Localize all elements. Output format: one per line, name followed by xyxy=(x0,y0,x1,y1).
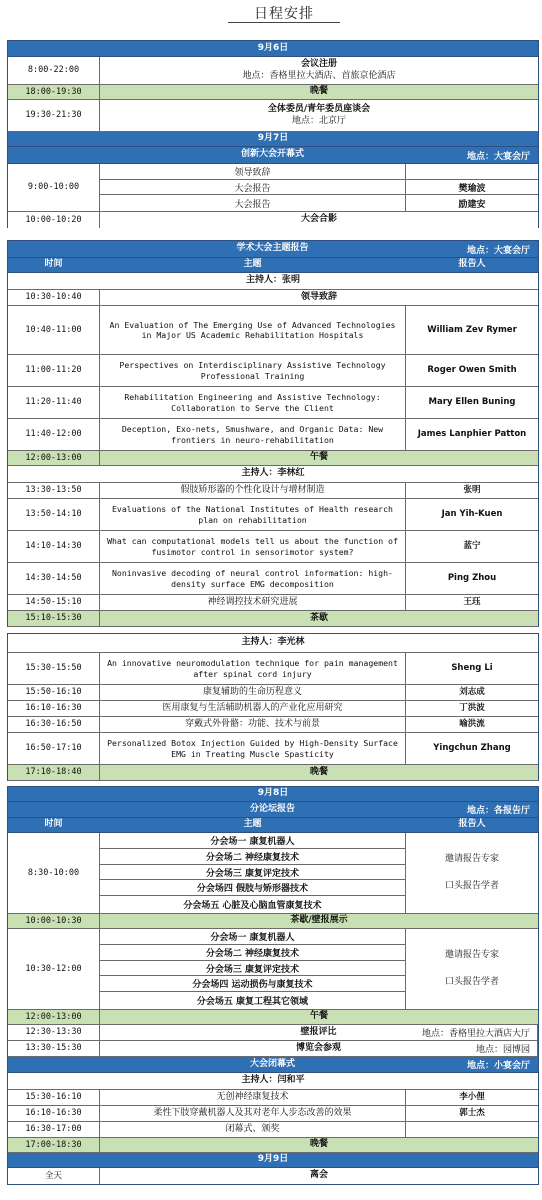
time-cell: 10:30-10:40 xyxy=(8,290,100,305)
host-row xyxy=(8,273,538,290)
talk-speaker: 蓝宁 xyxy=(463,541,481,552)
talk-speaker: 郭士杰 xyxy=(459,1108,485,1119)
talk-row xyxy=(8,531,538,563)
talk-row xyxy=(8,387,538,419)
talk-row xyxy=(8,595,538,611)
time-cell: 18:00-19:30 xyxy=(8,85,100,99)
talk-topic: 穿戴式外骨骼：功能、技术与前景 xyxy=(100,717,406,732)
header-speaker: 报告人 xyxy=(458,259,486,270)
talk-speaker: 刘志成 xyxy=(459,687,485,698)
talk-speaker: 李小俚 xyxy=(459,1092,485,1103)
talk-topic: 康复辅助的生命历程意义 xyxy=(100,685,406,700)
date-label: 9月7日 xyxy=(257,133,289,144)
schedule-section-plenary xyxy=(7,240,539,627)
forum-item: 分会场二 神经康复技术 xyxy=(100,945,405,961)
header-time: 时间 xyxy=(8,258,100,272)
forum-item: 分会场一 康复机器人 xyxy=(100,833,405,849)
time-cell: 9:00-10:00 xyxy=(8,164,100,211)
item-topic: 大会报告 xyxy=(100,195,406,211)
time-cell: 17:00-18:30 xyxy=(8,1138,100,1152)
forum-speakers xyxy=(406,929,538,1009)
time-cell: 13:30-13:50 xyxy=(8,483,100,498)
time-cell: 11:00-11:20 xyxy=(8,355,100,386)
schedule-section-sep8-sep9 xyxy=(7,786,539,1185)
talk-topic: Perspectives on Interdisciplinary Assistive Technology Professional Training xyxy=(100,355,406,386)
meal-row xyxy=(8,451,538,466)
session-location: 地点：大宴会厅 xyxy=(466,245,530,256)
date-header-sep7 xyxy=(8,132,538,147)
date-header-sep8 xyxy=(8,787,538,802)
talk-row xyxy=(8,563,538,595)
photo-label: 大会合影 xyxy=(300,214,337,225)
session-location: 地点：小宴会厅 xyxy=(466,1061,530,1071)
header-speaker: 报告人 xyxy=(458,819,486,830)
session-header xyxy=(8,802,538,818)
schedule-row xyxy=(8,1041,538,1057)
time-cell: 11:20-11:40 xyxy=(8,387,100,418)
talk-row xyxy=(8,685,538,701)
meeting-location: 地点：北京厅 xyxy=(291,115,346,126)
tea-break-row xyxy=(8,914,538,929)
forum-block-midday xyxy=(8,929,538,1010)
column-headers xyxy=(8,818,538,833)
meal-row xyxy=(8,1010,538,1025)
host-label: 主持人：闫和平 xyxy=(241,1075,305,1086)
talk-topic: 医用康复与生活辅助机器人的产业化应用研究 xyxy=(100,701,406,716)
talk-speaker: Jan Yih-Kuen xyxy=(441,509,503,520)
time-cell: 14:10-14:30 xyxy=(8,531,100,562)
forum-item: 分会场四 运动损伤与康复技术 xyxy=(100,976,405,992)
host-label: 主持人：李光林 xyxy=(241,637,305,648)
talk-topic: An Evaluation of The Emerging Use of Advanced Technologies in Major US Academic Rehabilitation Hospitals xyxy=(100,306,406,354)
talk-speaker: William Zev Rymer xyxy=(427,324,517,335)
session-location: 地点：各报告厅 xyxy=(466,806,530,816)
schedule-section-plenary-afternoon xyxy=(7,633,539,781)
time-cell: 16:10-16:30 xyxy=(8,1106,100,1121)
time-cell: 10:00-10:30 xyxy=(8,914,100,928)
meal-label: 午餐 xyxy=(309,452,328,463)
talk-topic: An innovative neuromodulation technique for pain management after spinal cord injury xyxy=(100,653,406,684)
meal-label: 午餐 xyxy=(309,1011,328,1022)
talk-speaker: Yingchun Zhang xyxy=(433,743,511,754)
time-cell: 16:30-16:50 xyxy=(8,717,100,732)
time-cell: 12:30-13:30 xyxy=(8,1025,100,1040)
item-speaker: 樊瑜波 xyxy=(458,183,486,194)
opening-item xyxy=(100,180,538,196)
time-cell: 13:30-15:30 xyxy=(8,1041,100,1056)
forum-item: 分会场五 康复工程其它领域 xyxy=(196,997,309,1008)
meal-label: 晚餐 xyxy=(309,1139,328,1150)
session-title: 分论坛报告 xyxy=(8,802,538,817)
meal-label: 晚餐 xyxy=(309,766,328,777)
meal-row xyxy=(8,1138,538,1153)
session-title: 学术大会主题报告 xyxy=(8,241,538,257)
talk-row xyxy=(8,701,538,717)
time-cell: 16:30-17:00 xyxy=(8,1122,100,1137)
header-topic: 主题 xyxy=(100,818,406,832)
header-time: 时间 xyxy=(8,818,100,832)
host-row xyxy=(8,1073,538,1090)
opening-block xyxy=(8,164,538,212)
session-title: 大会闭幕式 xyxy=(8,1057,538,1072)
session-header xyxy=(8,1057,538,1073)
date-header-sep6 xyxy=(8,41,538,57)
forum-item: 分会场四 假肢与矫形器技术 xyxy=(100,880,405,896)
schedule-row xyxy=(8,212,538,228)
topic-cell xyxy=(100,57,538,84)
time-cell: 16:50-17:10 xyxy=(8,733,100,764)
schedule-row xyxy=(8,1168,538,1184)
host-row xyxy=(8,634,538,653)
forum-list xyxy=(100,833,406,913)
column-headers xyxy=(8,258,538,273)
oral-speaker-label: 口头报告学者 xyxy=(444,977,499,987)
talk-topic: Rehabilitation Engineering and Assistive Technology: Collaboration to Serve the Client xyxy=(100,387,406,418)
host-row xyxy=(8,466,538,483)
session-header xyxy=(8,241,538,258)
talk-speaker: 丁洪波 xyxy=(459,703,485,714)
talk-speaker xyxy=(406,1122,538,1137)
title-underline xyxy=(228,22,340,23)
talk-row xyxy=(8,1122,538,1138)
talk-topic: Noninvasive decoding of neural control information: high-density surface EMG decomposition xyxy=(100,563,406,594)
time-cell: 12:00-13:00 xyxy=(8,451,100,465)
departure-label: 离会 xyxy=(309,1170,328,1181)
time-cell: 10:00-10:20 xyxy=(8,212,100,228)
expo-location: 地点：园博园 xyxy=(475,1045,530,1055)
talk-speaker: Mary Ellen Buning xyxy=(428,397,516,408)
forum-list xyxy=(100,929,406,1009)
topic-cell xyxy=(100,100,538,131)
meal-label: 晚餐 xyxy=(309,86,328,97)
talk-topic: Evaluations of the National Institutes of Health research plan on rehabilitation xyxy=(100,499,406,530)
talk-row xyxy=(8,499,538,531)
schedule-section-sep6-sep7 xyxy=(7,40,539,228)
session-title: 创新大会开幕式 xyxy=(8,147,538,163)
time-cell: 15:10-15:30 xyxy=(8,611,100,626)
time-cell: 10:40-11:00 xyxy=(8,306,100,354)
session-location: 地点：大宴会厅 xyxy=(466,151,530,162)
poster-label: 壁报评比 xyxy=(100,1025,538,1040)
time-cell: 10:30-12:00 xyxy=(8,929,100,1009)
forum-item: 分会场一 康复机器人 xyxy=(100,929,405,945)
time-cell: 全天 xyxy=(8,1168,100,1184)
opening-item xyxy=(100,195,538,211)
talk-topic: Deception, Exo-nets, Smushware, and Organic Data: New frontiers in neuro-rehabilitation xyxy=(100,419,406,450)
talk-speaker: 王珏 xyxy=(463,597,481,608)
talk-topic: 无创神经康复技术 xyxy=(100,1090,406,1105)
schedule-row xyxy=(8,1025,538,1041)
date-label: 9月9日 xyxy=(257,1154,289,1165)
time-cell: 15:50-16:10 xyxy=(8,685,100,700)
schedule-row xyxy=(8,57,538,85)
date-label: 9月6日 xyxy=(257,42,289,53)
opening-item xyxy=(100,164,538,180)
time-cell: 17:10-18:40 xyxy=(8,765,100,780)
expo-label: 博览会参观 xyxy=(100,1041,538,1056)
time-cell: 8:30-10:00 xyxy=(8,833,100,913)
time-cell: 14:50-15:10 xyxy=(8,595,100,610)
host-label: 主持人：张明 xyxy=(245,275,300,286)
host-label: 主持人：李林红 xyxy=(241,468,305,479)
talk-row xyxy=(8,1106,538,1122)
time-cell: 14:30-14:50 xyxy=(8,563,100,594)
date-header-sep9 xyxy=(8,1153,538,1168)
session-header xyxy=(8,147,538,164)
talk-row xyxy=(8,653,538,685)
talk-row xyxy=(8,717,538,733)
time-cell: 11:40-12:00 xyxy=(8,419,100,450)
forum-item: 分会场五 心脏及心脑血管康复技术 xyxy=(183,901,322,912)
forum-item: 分会场二 神经康复技术 xyxy=(100,849,405,865)
invited-speaker-label: 邀请报告专家 xyxy=(444,949,499,960)
forum-speakers xyxy=(406,833,538,913)
talk-topic: Personalized Botox Injection Guided by High-Density Surface EMG in Treating Muscle Spasticity xyxy=(100,733,406,764)
time-cell: 16:10-16:30 xyxy=(8,701,100,716)
talk-topic: 柔性下肢穿戴机器人及其对老年人步态改善的效果 xyxy=(100,1106,406,1121)
talk-row xyxy=(8,355,538,387)
forum-block-morning xyxy=(8,833,538,914)
talk-speaker: Roger Owen Smith xyxy=(427,365,517,376)
time-cell: 15:30-16:10 xyxy=(8,1090,100,1105)
talk-row xyxy=(8,306,538,355)
talk-topic: What can computational models tell us about the function of fusimotor control in sensorimotor system? xyxy=(100,531,406,562)
schedule-row xyxy=(8,100,538,132)
talk-topic: 神经调控技术研究进展 xyxy=(100,595,406,610)
forum-item: 分会场三 康复评定技术 xyxy=(100,961,405,977)
time-cell: 19:30-21:30 xyxy=(8,100,100,131)
item-speaker: 励建安 xyxy=(458,199,486,210)
page-title: 日程安排 xyxy=(254,6,314,22)
tea-break-label: 茶歇/壁报展示 xyxy=(290,915,348,926)
meal-row xyxy=(8,85,538,100)
date-label: 9月8日 xyxy=(257,788,289,799)
poster-location: 地点：香格里拉大酒店大厅 xyxy=(421,1029,530,1039)
talk-speaker: 喻洪流 xyxy=(459,719,485,730)
tea-break-row xyxy=(8,611,538,626)
invited-speaker-label: 邀请报告专家 xyxy=(444,853,499,864)
time-cell: 8:00-22:00 xyxy=(8,57,100,84)
talk-speaker: James Lanphier Patton xyxy=(417,429,527,440)
meal-row xyxy=(8,765,538,780)
schedule-row xyxy=(8,290,538,306)
talk-topic: 闭幕式、颁奖 xyxy=(100,1122,406,1137)
welcome-label: 领导致辞 xyxy=(300,291,337,302)
time-cell: 12:00-13:00 xyxy=(8,1010,100,1024)
header-topic: 主题 xyxy=(100,258,406,272)
registration-location: 地点：香格里拉大酒店、首旅京伦酒店 xyxy=(242,70,396,81)
time-cell: 13:50-14:10 xyxy=(8,499,100,530)
oral-speaker-label: 口头报告学者 xyxy=(444,881,499,891)
tea-break-label: 茶歇 xyxy=(309,612,328,623)
talk-row xyxy=(8,419,538,451)
talk-speaker: 张明 xyxy=(463,485,481,496)
registration-title: 会议注册 xyxy=(300,59,337,70)
talk-row xyxy=(8,733,538,765)
opening-items xyxy=(100,164,538,211)
meeting-title: 全体委员/青年委员座谈会 xyxy=(267,104,371,115)
talk-speaker: Ping Zhou xyxy=(447,573,497,584)
talk-row xyxy=(8,483,538,499)
item-topic: 领导致辞 xyxy=(100,164,406,179)
talk-topic: 假肢矫形器的个性化设计与增材制造 xyxy=(100,483,406,498)
talk-row xyxy=(8,1090,538,1106)
item-topic: 大会报告 xyxy=(100,180,406,195)
forum-item: 分会场三 康复评定技术 xyxy=(100,865,405,881)
talk-speaker: Sheng Li xyxy=(451,663,493,674)
time-cell: 15:30-15:50 xyxy=(8,653,100,684)
